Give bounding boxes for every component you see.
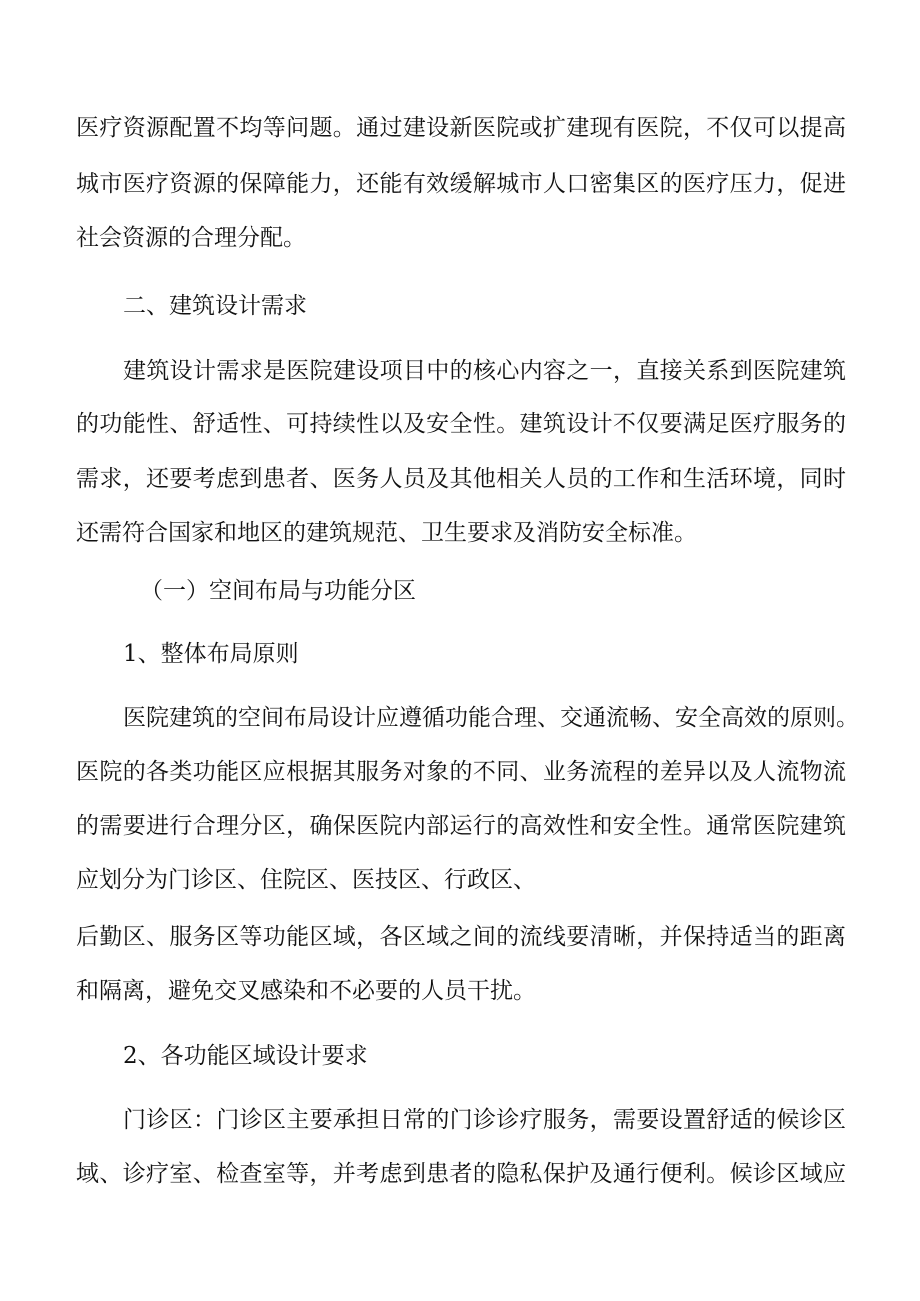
paragraph-line: 需求，还要考虑到患者、医务人员及其他相关人员的工作和生活环境，同时 [76,466,846,492]
paragraph-line: 建筑设计需求是医院建设项目中的核心内容之一，直接关系到医院建筑 [123,358,846,384]
paragraph-line: 医疗资源配置不均等问题。通过建设新医院或扩建现有医院，不仅可以提高 [76,115,846,141]
paragraph-line: 域、诊疗室、检查室等，并考虑到患者的隐私保护及通行便利。候诊区域应 [76,1161,846,1187]
subsection-heading: （一）空间布局与功能分区 [140,578,416,604]
paragraph-line: 门诊区：门诊区主要承担日常的门诊诊疗服务，需要设置舒适的候诊区 [123,1107,846,1133]
paragraph-line: 的功能性、舒适性、可持续性以及安全性。建筑设计不仅要满足医疗服务的 [76,411,846,437]
paragraph-line: 还需符合国家和地区的建筑规范、卫生要求及消防安全标准。 [76,520,697,546]
paragraph-line: 应划分为门诊区、住院区、医技区、行政区、 [76,867,536,893]
paragraph-line: 后勤区、服务区等功能区域，各区域之间的流线要清晰，并保持适当的距离 [76,924,846,950]
paragraph-line: 和隔离，避免交叉感染和不必要的人员干扰。 [76,978,536,1004]
item-heading: 2、各功能区域设计要求 [123,1043,368,1069]
paragraph-line: 医院建筑的空间布局设计应遵循功能合理、交通流畅、安全高效的原则。 [123,705,859,731]
item-heading: 1、整体布局原则 [123,641,299,667]
section-heading: 二、建筑设计需求 [123,293,307,319]
paragraph-line: 医院的各类功能区应根据其服务对象的不同、业务流程的差异以及人流物流 [76,759,846,785]
paragraph-line: 城市医疗资源的保障能力，还能有效缓解城市人口密集区的医疗压力，促进 [76,171,846,197]
paragraph-line: 的需要进行合理分区，确保医院内部运行的高效性和安全性。通常医院建筑 [76,813,846,839]
paragraph-line: 社会资源的合理分配。 [76,225,306,251]
